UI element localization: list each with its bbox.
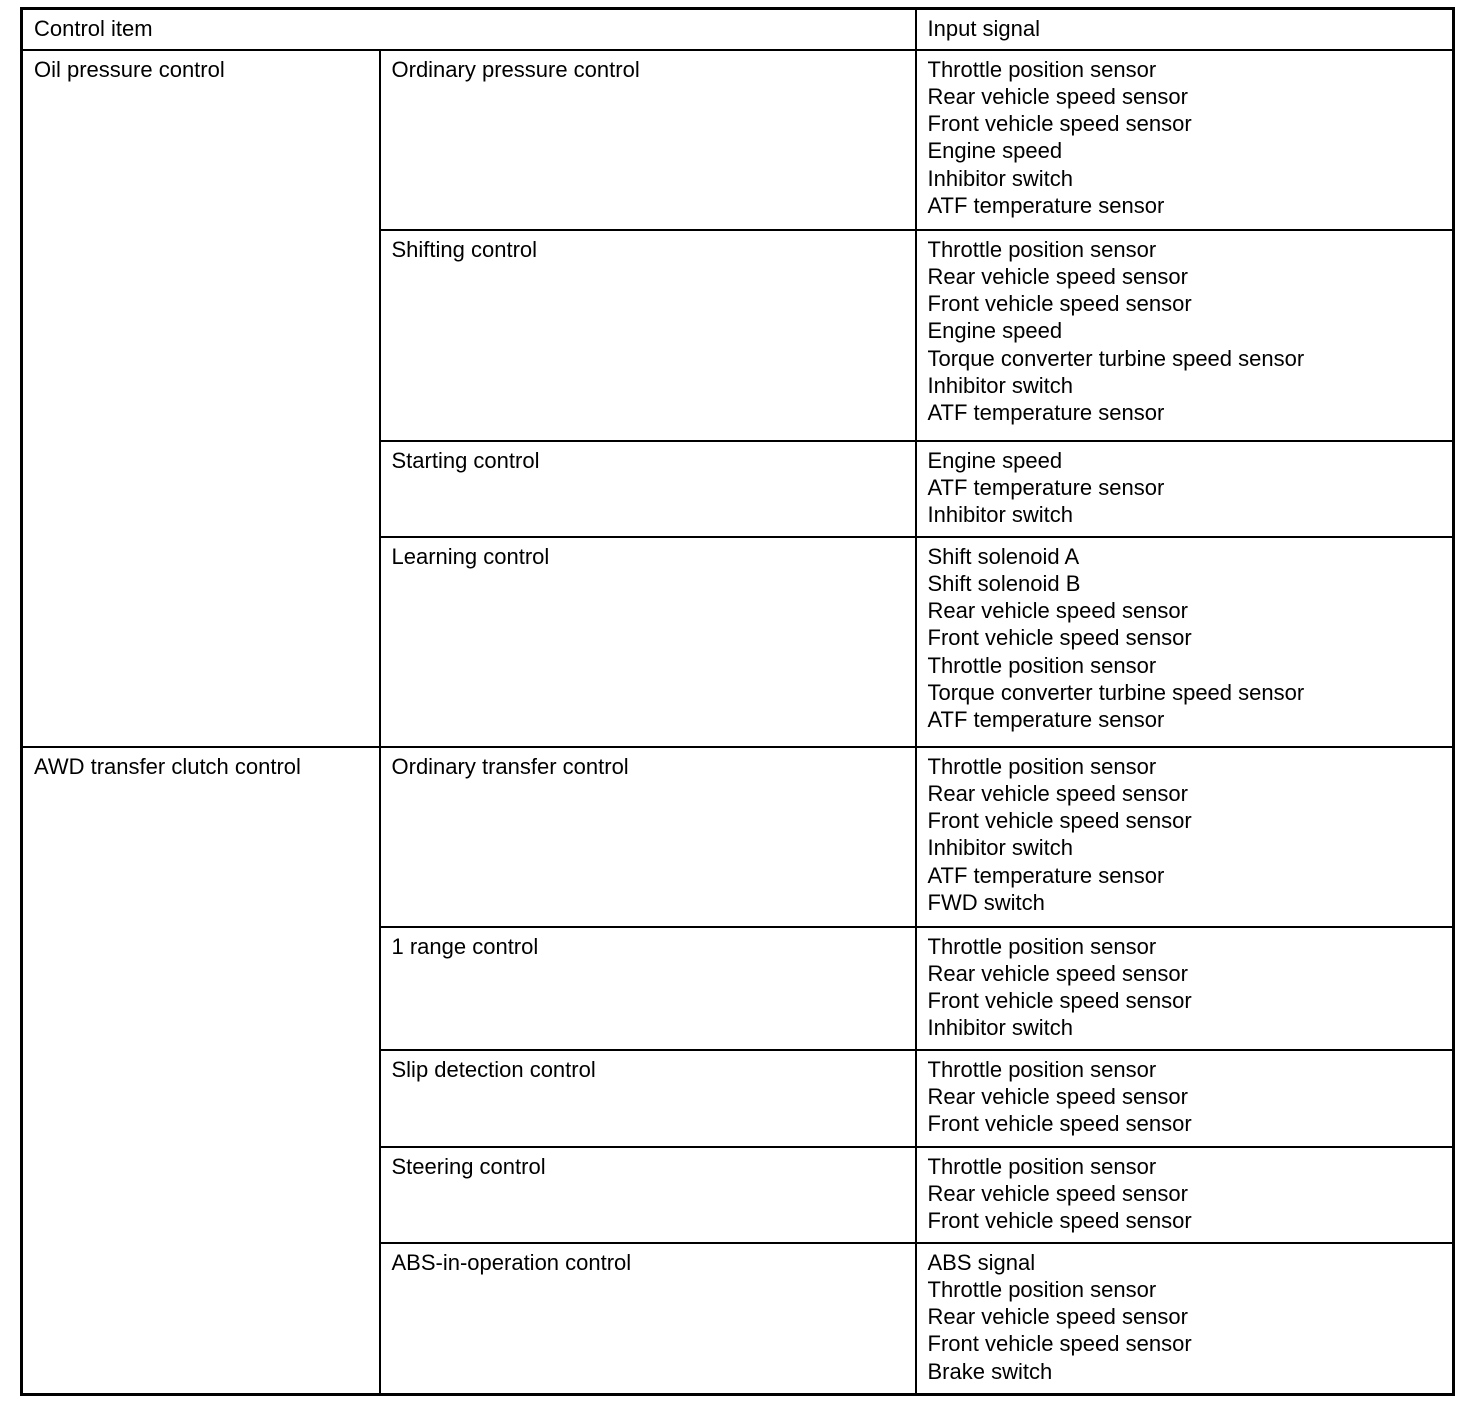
- input-signal: Inhibitor switch: [927, 1015, 1074, 1041]
- input-signal: Rear vehicle speed sensor: [927, 1180, 1188, 1206]
- input-signal: Rear vehicle speed sensor: [927, 1083, 1188, 1109]
- input-signal: Front vehicle speed sensor: [927, 1111, 1192, 1137]
- input-signal: ATF temperature sensor: [927, 474, 1165, 500]
- input-signal: Throttle position sensor: [927, 1153, 1157, 1179]
- table-row: [22, 50, 1454, 230]
- input-signal: Engine speed: [927, 447, 1063, 473]
- input-signal: Inhibitor switch: [927, 835, 1074, 861]
- control-item-cell: Slip detection control: [380, 1050, 916, 1147]
- table-row: [22, 747, 1454, 927]
- input-signal-cell: [916, 1050, 1454, 1147]
- input-signal: FWD switch: [927, 889, 1045, 915]
- input-signal: Front vehicle speed sensor: [927, 808, 1192, 834]
- input-signal: Throttle position sensor: [927, 236, 1157, 262]
- input-signal: Inhibitor switch: [927, 502, 1074, 528]
- input-signal: Torque converter turbine speed sensor: [927, 345, 1305, 371]
- input-signal-cell: [916, 1243, 1454, 1395]
- input-signal: ABS signal: [927, 1249, 1036, 1275]
- input-signal: Rear vehicle speed sensor: [927, 780, 1188, 806]
- input-signal: Rear vehicle speed sensor: [927, 960, 1188, 986]
- input-signal-cell: [916, 927, 1454, 1050]
- input-signal: ATF temperature sensor: [927, 400, 1165, 426]
- input-signal: Throttle position sensor: [927, 753, 1157, 779]
- control-item-cell: Ordinary pressure control: [380, 50, 916, 230]
- input-signal: ATF temperature sensor: [927, 707, 1165, 733]
- input-signal: Throttle position sensor: [927, 652, 1157, 678]
- input-signal: Inhibitor switch: [927, 372, 1074, 398]
- input-signal: ATF temperature sensor: [927, 192, 1165, 218]
- input-signal: Throttle position sensor: [927, 1276, 1157, 1302]
- input-signal: Rear vehicle speed sensor: [927, 1304, 1188, 1330]
- input-signal: Front vehicle speed sensor: [927, 1208, 1192, 1234]
- control-item-cell: Ordinary transfer control: [380, 747, 916, 927]
- control-item-cell: 1 range control: [380, 927, 916, 1050]
- input-signal: Front vehicle speed sensor: [927, 1331, 1192, 1357]
- input-signal: Shift solenoid B: [927, 570, 1081, 596]
- input-signal: Throttle position sensor: [927, 1056, 1157, 1082]
- input-signal: Rear vehicle speed sensor: [927, 598, 1188, 624]
- input-signal: Torque converter turbine speed sensor: [927, 679, 1305, 705]
- input-signal: Brake switch: [927, 1358, 1053, 1384]
- input-signal: Front vehicle speed sensor: [927, 988, 1192, 1014]
- input-signal-cell: [916, 537, 1454, 747]
- input-signal: Front vehicle speed sensor: [927, 111, 1192, 137]
- header-input-signal: Input signal: [916, 9, 1454, 50]
- input-signal: ATF temperature sensor: [927, 862, 1165, 888]
- input-signal-cell: [916, 230, 1454, 441]
- control-item-cell: Learning control: [380, 537, 916, 747]
- input-signal: Engine speed: [927, 318, 1063, 344]
- input-signal-cell: [916, 50, 1454, 230]
- input-signal-cell: [916, 441, 1454, 537]
- control-item-cell: ABS-in-operation control: [380, 1243, 916, 1395]
- control-item-cell: Steering control: [380, 1147, 916, 1243]
- input-signal-cell: [916, 1147, 1454, 1243]
- control-group-cell: AWD transfer clutch control: [22, 747, 380, 1395]
- input-signal: Shift solenoid A: [927, 543, 1080, 569]
- input-signal: Front vehicle speed sensor: [927, 291, 1192, 317]
- input-signal: Inhibitor switch: [927, 165, 1074, 191]
- control-item-cell: Shifting control: [380, 230, 916, 441]
- input-signal: Throttle position sensor: [927, 933, 1157, 959]
- input-signal: Rear vehicle speed sensor: [927, 83, 1188, 109]
- header-row: [22, 9, 1454, 50]
- header-control-item: Control item: [22, 9, 916, 50]
- control-group-cell: Oil pressure control: [22, 50, 380, 747]
- input-signal: Engine speed: [927, 138, 1063, 164]
- input-signal: Rear vehicle speed sensor: [927, 263, 1188, 289]
- input-signal-cell: [916, 747, 1454, 927]
- control-item-cell: Starting control: [380, 441, 916, 537]
- input-signal: Throttle position sensor: [927, 56, 1157, 82]
- control-input-table: [20, 7, 1455, 1396]
- input-signal: Front vehicle speed sensor: [927, 625, 1192, 651]
